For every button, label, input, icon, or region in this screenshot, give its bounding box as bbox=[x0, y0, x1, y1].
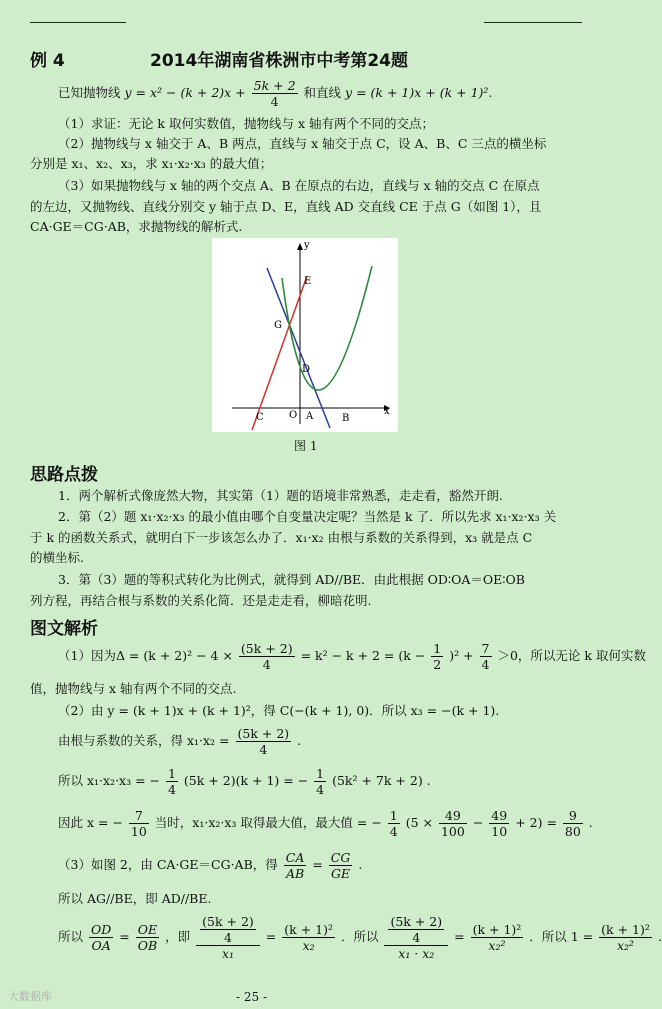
question-2a: （2）抛物线与 x 轴交于 A、B 两点，直线与 x 轴交于点 C，设 A、B、C 三点的横坐标 bbox=[58, 136, 547, 151]
hint-2c: 的横坐标. bbox=[30, 550, 84, 565]
question-1: （1）求证：无论 k 取何实数值，抛物线与 x 轴有两个不同的交点； bbox=[58, 116, 434, 131]
label-a: A bbox=[306, 411, 314, 422]
page-title: 2014年湖南省株洲市中考第24题 bbox=[150, 51, 408, 71]
question-2b: 分别是 x₁、x₂、x₃，求 x₁·x₂·x₃ 的最大值； bbox=[30, 156, 273, 171]
hint-2b: 于 k 的函数关系式，就明白下一步该怎么办了．x₁·x₂ 由根与系数的关系得到，x₃ 就是点 C bbox=[30, 530, 533, 545]
page-number: - 25 - bbox=[236, 990, 268, 1004]
figure-1-graph bbox=[212, 238, 398, 432]
watermark: 大数据库 bbox=[8, 990, 52, 1003]
problem-intro: 已知抛物线 y = x² − (k + 2)x + $\frac{5k + 2}{4}$ 和直线 y = (k + 1)x + (k + 1)². bbox=[58, 78, 493, 109]
solution-2a: （2）由 y = (k + 1)x + (k + 1)²，得 C(−(k + 1), 0)．所以 x₃ = −(k + 1). bbox=[58, 703, 500, 718]
figure-caption: 图 1 bbox=[294, 439, 318, 453]
question-3a: （3）如果抛物线与 x 轴的两个交点 A、B 在原点的右边，直线与 x 轴的交点 C 在原点 bbox=[58, 178, 540, 193]
label-x: x bbox=[384, 406, 390, 417]
solution-1a: （1）因为Δ = (k + 2)² − 4 × $\frac{(5k + 2)}{4}$ = k² − k + 2 = (k − $\frac{1}{2}$ )² + $\frac{7}{4}$ ＞0，所以无论 k 取何实数 bbox=[58, 641, 646, 672]
hint-1: 1．两个解析式像庞然大物，其实第（1）题的语境非常熟悉，走走看，豁然开朗. bbox=[58, 488, 503, 503]
solution-3b: 所以 AG//BE，即 AD//BE. bbox=[58, 891, 212, 906]
solution-2b: 由根与系数的关系，得 x₁·x₂ = $\frac{(5k + 2)}{4}$ . bbox=[58, 726, 302, 757]
question-3c: CA·GE＝CG·AB，求抛物线的解析式. bbox=[30, 219, 243, 234]
hint-3a: 3．第（3）题的等积式转化为比例式，就得到 AD//BE．由此根据 OD∶OA＝OE∶OB bbox=[58, 572, 525, 587]
label-d: D bbox=[302, 364, 311, 375]
hints-heading: 思路点拨 bbox=[30, 465, 98, 485]
label-g: G bbox=[274, 320, 282, 331]
example-label: 例 4 bbox=[30, 51, 65, 71]
label-y: y bbox=[304, 240, 310, 251]
question-3b: 的左边，又抛物线、直线分别交 y 轴于点 D、E，直线 AD 交直线 CE 于点 G（如图 1），且 bbox=[30, 199, 542, 214]
solution-3a: （3）如图 2，由 CA·GE＝CG·AB，得 $\frac{CA}{AB}$ = $\frac{CG}{GE}$ . bbox=[58, 850, 363, 881]
solution-heading: 图文解析 bbox=[30, 619, 98, 639]
label-b: B bbox=[342, 413, 350, 424]
label-o: O bbox=[289, 410, 298, 421]
label-c: C bbox=[256, 412, 264, 423]
line-ad bbox=[267, 268, 330, 428]
top-rule-right bbox=[484, 22, 582, 23]
label-e: E bbox=[304, 276, 312, 287]
solution-2d: 因此 x = − $\frac{7}{10}$ 当时，x₁·x₂·x₃ 取得最大值，最大值 = − $\frac{1}{4}$ (5 × $\frac{49}{100}$ − $\frac{49}{10}$ + 2) = $\frac{9}{80}$ . bbox=[58, 808, 593, 839]
solution-1b: 值，抛物线与 x 轴有两个不同的交点. bbox=[30, 681, 237, 696]
hint-3b: 列方程，再结合根与系数的关系化简．还是走走看，柳暗花明. bbox=[30, 593, 372, 608]
hint-2a: 2．第（2）题 x₁·x₂·x₃ 的最小值由哪个自变量决定呢？当然是 k 了．所以先求 x₁·x₂·x₃ 关 bbox=[58, 509, 557, 524]
y-axis-arrow bbox=[297, 243, 303, 250]
solution-2c: 所以 x₁·x₂·x₃ = − $\frac{1}{4}$ (5k + 2)(k + 1) = − $\frac{1}{4}$ (5k² + 7k + 2) . bbox=[58, 766, 431, 797]
top-rule-left bbox=[30, 22, 126, 23]
parabola bbox=[282, 266, 372, 390]
solution-3c: 所以 $\frac{OD}{OA}$ = $\frac{OE}{OB}$ ，即 $\frac{\frac{(5k + 2)}{4}}{\text{x₁}}$ = $\frac{\text{(k + 1)²}}{\text{x₂}}$ ．所以 $\frac{\frac{(5k + 2)}{4}}{\text{x₁ · x₂}}$ = $\frac{\text{(k + 1)²}}{\text{x₂²}}$ ．所以 1 = $\frac{\text{(k + 1)²}}{\text{x₂²}}$ . bbox=[58, 914, 662, 961]
